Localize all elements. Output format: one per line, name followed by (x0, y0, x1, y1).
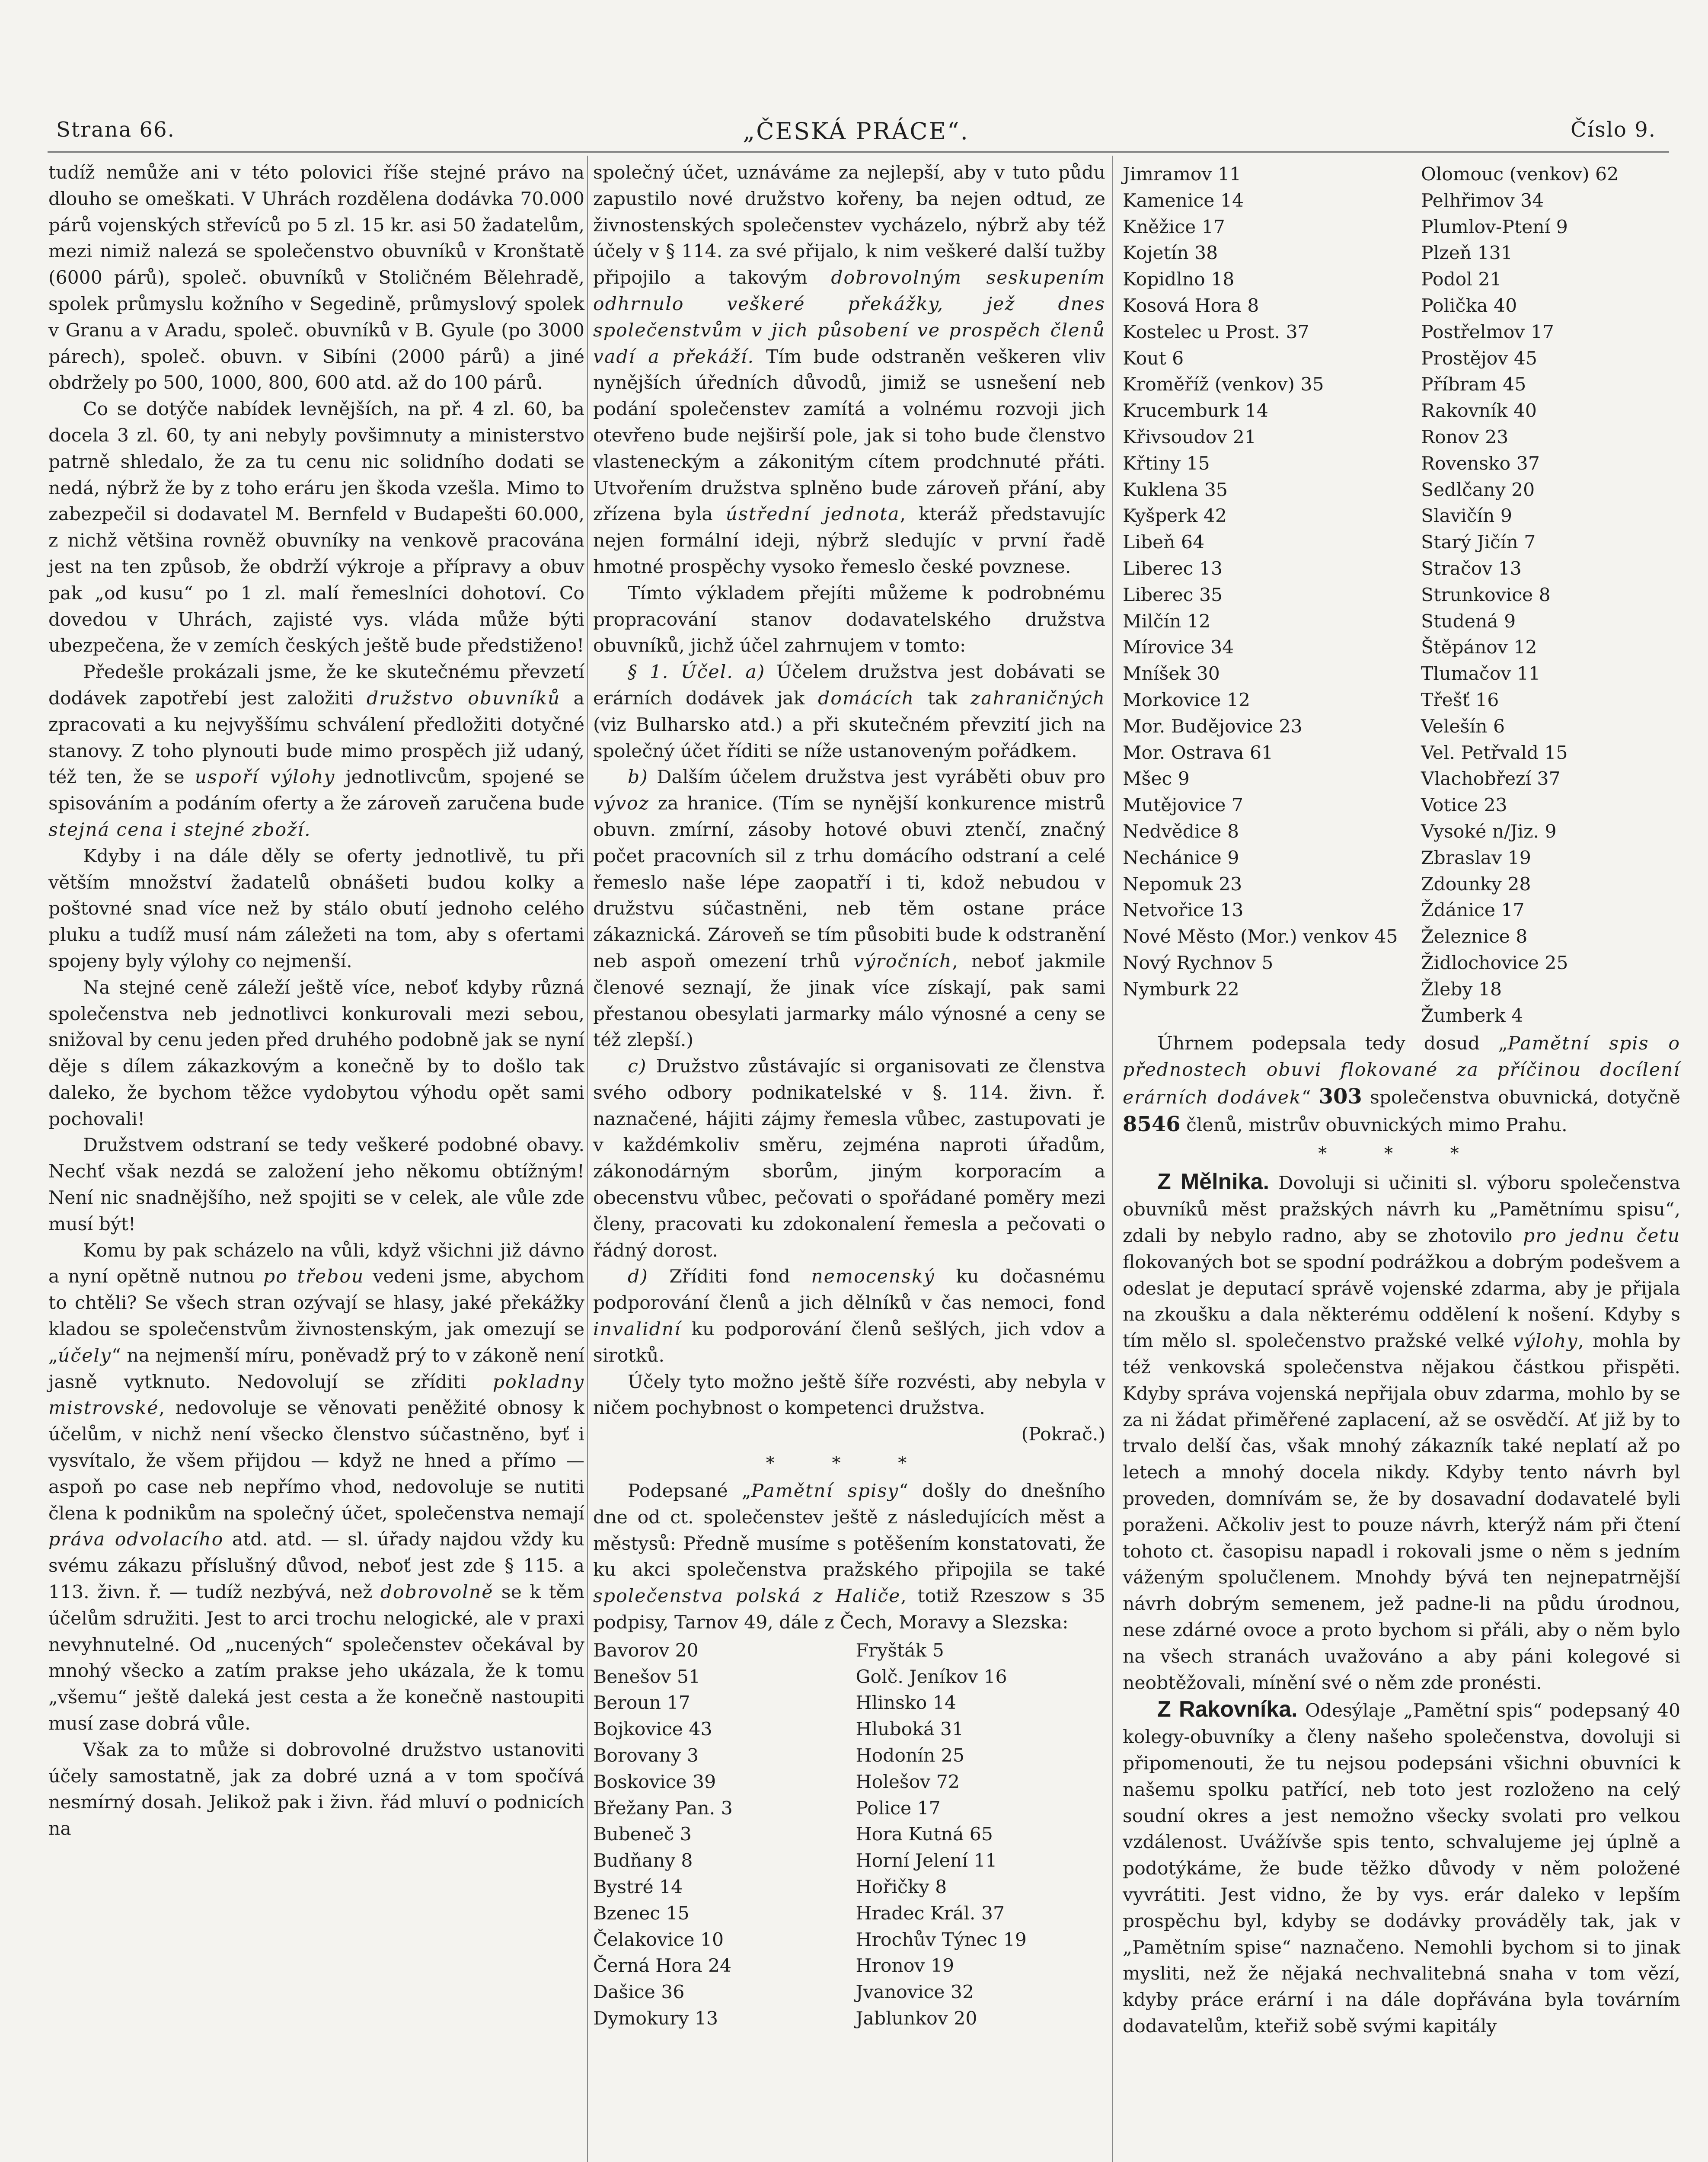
column-3 (1123, 160, 1680, 2040)
paragraph: c) Družstvo zůstávajíc si organisovati ze členstva svého odbory podnikatelské v §. 114. živn. ř. naznačené, hájiti zájmy řemesla vůbec, zastupovati je v každémkoliv směru, zejména naproti úřadům, zákonodárným sborům, jiným korporacím a obecenstvu vůbec, pečovati o spořádané poměry mezi členy, pracovati ku zdokonalení řemesla a pečovati o řádný dorost. (593, 1056, 1105, 1261)
place-entry: Mšec 9 (1123, 768, 1190, 790)
place-entry: Nedvědice 8 (1123, 821, 1239, 842)
place-entry: Police 17 (856, 1797, 941, 1819)
place-entry: Nymburk 22 (1123, 979, 1239, 1000)
place-entry: Starý Jičín 7 (1421, 532, 1536, 553)
place-entry: Bavorov 20 (593, 1640, 699, 1661)
place-entry: Hronov 19 (856, 1955, 955, 1977)
paragraph: Družstvem odstraní se tedy veškeré podobné obavy. Nechť však nezdá se založení jeho někomu obtížným! Není nic snadnějšího, než spojiti se v celek, ale vůle zde musí být! (48, 1135, 584, 1235)
place-entry: Mutějovice 7 (1123, 795, 1243, 816)
paragraph: § 1. Účel. a) Účelem družstva jest dobávati se erárních dodávek jak domácích tak zahraničných (viz Bulharsko atd.) a při skutečném převzití jich na společný účet říditi se níže ustanoveným pořádkem. (593, 662, 1105, 762)
place-entry: Hrochův Týnec 19 (856, 1929, 1027, 1951)
place-entry: Bzenec 15 (593, 1903, 690, 1924)
place-entry: Tlumačov 11 (1421, 663, 1540, 685)
place-entry: Beroun 17 (593, 1692, 690, 1714)
place-entry: Křivsoudov 21 (1123, 426, 1256, 448)
place-entry: Křtiny 15 (1123, 453, 1210, 474)
place-entry: Nový Rychnov 5 (1123, 952, 1274, 974)
place-entry: Velešín 6 (1421, 716, 1505, 737)
place-entry: Studená 9 (1421, 611, 1516, 632)
place-entry: Židlochovice 25 (1421, 952, 1568, 974)
place-entry: Liberec 13 (1123, 558, 1223, 579)
paragraph: Na stejné ceně záleží ještě více, neboť kdyby různá společenstva neb jednotlivci konkurovali mezi sebou, snižoval by cenu jeden před druhého podobně jak se nyní děje s dílem zákazkovým a konečně by to došlo tak daleko, že bychom těžce vydobytou výhodu opět sami pochovali! (48, 977, 584, 1130)
place-entry: Vlachobřezí 37 (1421, 768, 1561, 790)
place-entry: Nepomuk 23 (1123, 873, 1242, 895)
place-entry: Rovensko 37 (1421, 453, 1540, 474)
place-entry: Dašice 36 (593, 1982, 685, 2003)
place-entry: Horní Jelení 11 (856, 1850, 997, 1872)
header-rule (48, 151, 1669, 153)
place-entry: Hradec Král. 37 (856, 1903, 1005, 1924)
place-entry: Mor. Budějovice 23 (1123, 716, 1303, 737)
paragraph: Co se dotýče nabídek levnějších, na př. 4 zl. 60, ba docela 3 zl. 60, ty ani nebyly povšimnuty a ministerstvo patrně shledalo, že za tu cenu nic solidního dodati se nedá, nýbrž že by z toho eráru jen škoda vzešla. Mimo to zabezpečil si dodavatel M. Bernfeld v Budapešti 60.000, z nichž většina rovněž obuvníky na venkově pracována jest na ten způsob, že obdrží výkroje a přípravy a obuv pak „od kusu“ po 1 zl. malí řemeslníci dohotoví. Co dovedou v Uhrách, zajisté vys. vláda může býti ubezpečena, že v zemích českých ještě bude předstiženo! (48, 399, 584, 657)
place-entry: Plumlov-Ptení 9 (1421, 216, 1568, 238)
place-entry: Mníšek 30 (1123, 663, 1220, 685)
place-entry: Bystré 14 (593, 1877, 683, 1898)
place-entry: Liberec 35 (1123, 584, 1223, 606)
newspaper-title: „ČESKÁ PRÁCE“. (743, 118, 969, 145)
place-entry: Olomouc (venkov) 62 (1421, 164, 1619, 185)
place-entry: Podol 21 (1421, 269, 1502, 291)
place-entry: Železnice 8 (1421, 926, 1528, 948)
place-entry: Kout 6 (1123, 348, 1184, 369)
paragraph: Předešle prokázali jsme, že ke skutečnému převzetí dodávek zapotřebí jest založiti družstvo obuvníků a zpracovati a ku nejvyššímu schválení předložiti dotyčné stanovy. Z toho plynouti bude mimo prospěch již udaný, též ten, že se uspoří výlohy jednotlivcům, spojené se spisováním a podáním oferty a že zároveň zaručena bude stejná cena i stejné zboží. (48, 662, 584, 841)
column-divider (587, 156, 588, 2162)
place-entry: Žumberk 4 (1421, 1005, 1523, 1027)
place-entry: Kroměříž (venkov) 35 (1123, 374, 1324, 396)
place-entry: Postřelmov 17 (1421, 321, 1554, 343)
column-1 (48, 160, 584, 1842)
paragraph: Komu by pak scházelo na vůli, když všichni již dávno a nyní opětně nutnou po třebou vedeni jsme, abychom to chtěli? Se všech stran ozývají se hlasy, jaké překážky kladou se společenstvům živnostenským, jak omezují se „účely“ na nejmenší míru, poněvadž prý to v zákoně není jasně vytknuto. Nedovolují se zříditi pokladny mistrovské, nedovoluje se věnovati peněžité obnosy k účelům, v nichž není všecko členstvo súčastněno, byť i vysvítalo, že všem přijdou — když ne hned a přímo — aspoň po case neb nepřímo vhod, nedovoluje se nutiti člena k podnikům na společný účet, společenstva nemají práva odvolacího atd. atd. — sl. úřady najdou vždy ku svému zákazu příslušný důvod, neboť jest zde § 115. a 113. živn. ř. — tudíž nezbývá, než dobrovolně se k těm účelům sdružiti. Jest to arci trochu nelogické, ale v praxi nevyhnutelné. Od „nucených“ společenstev očekával by mnohý všecko a zatím prakse jeho ukázala, že k tomu „všemu“ ještě daleká jest cesta a že konečně nastoupiti musí zase dobrá vůle. (48, 1240, 585, 1735)
place-entry: Krucemburk 14 (1123, 400, 1268, 422)
place-entry: Kojetín 38 (1123, 243, 1218, 264)
column-2 (593, 160, 1105, 2034)
place-entry: Ždánice 17 (1421, 900, 1525, 921)
place-entry: Bojkovice 43 (593, 1719, 712, 1740)
section-separator: * * * (1318, 1144, 1485, 1164)
place-entry: Třešť 16 (1421, 689, 1499, 711)
places-list (593, 1638, 1105, 2032)
place-entry: Kyšperk 42 (1123, 505, 1227, 527)
place-entry: Černá Hora 24 (593, 1955, 732, 1977)
column-divider (1112, 156, 1113, 2162)
place-entry: Břežany Pan. 3 (593, 1797, 733, 1819)
place-entry: Hora Kutná 65 (856, 1824, 993, 1845)
place-entry: Hlinsko 14 (856, 1692, 956, 1714)
place-entry: Mor. Ostrava 61 (1123, 742, 1274, 764)
place-entry: Vel. Petřvald 15 (1421, 742, 1568, 764)
place-entry: Milčín 12 (1123, 611, 1211, 632)
place-entry: Kuklena 35 (1123, 479, 1228, 501)
place-entry: Štěpánov 12 (1421, 637, 1537, 659)
place-entry: Žleby 18 (1421, 979, 1502, 1000)
paragraph: Účely tyto možno ještě šíře rozvésti, aby nebyla v ničem pochybnost o kompetenci družstva. (593, 1371, 1105, 1419)
place-entry: Ronov 23 (1421, 426, 1509, 448)
place-entry: Zbraslav 19 (1421, 847, 1531, 869)
place-entry: Plzeň 131 (1421, 243, 1513, 264)
paragraph: Kdyby i na dále děly se oferty jednotlivě, tu při větším množství žadatelů obnášeti budou kolky a poštovné snad více než by stálo obutí jednoho celého pluku a tudíž musí nám záležeti na tom, aby s ofertami spojeny byly výlohy co nejmenší. (48, 845, 584, 972)
places-list (1123, 162, 1680, 1029)
place-entry: Benešov 51 (593, 1666, 700, 1688)
place-entry: Holešov 72 (856, 1771, 960, 1793)
place-entry: Jvanovice 32 (856, 1982, 974, 2003)
place-entry: Nové Město (Mor.) venkov 45 (1123, 926, 1398, 948)
paragraph: Podepsané „Pamětní spisy“ došly do dnešního dne od ct. společenstev ještě z následujících měst a městysů: Předně musíme s potěšením konstatovati, že ku akci společenstva pražského připojila se také společenstva polská z Haliče, totiž Rzeszow s 35 podpisy, Tarnov 49, dále z Čech, Moravy a Slezska: (593, 1481, 1105, 1634)
place-entry: Jimramov 11 (1123, 164, 1242, 185)
place-entry: Votice 23 (1421, 795, 1507, 816)
place-entry: Jablunkov 20 (856, 2008, 977, 2029)
place-entry: Polička 40 (1421, 295, 1517, 317)
summary-paragraph: Úhrnem podepsala tedy dosud „Pamětní spis o přednostech obuvi flokované za příčinou docílení erárních dodávek“ 303 společenstva obuvnická, dotyčně 8546 členů, mistrův obuvnických mimo Prahu. (1123, 1033, 1680, 1136)
place-entry: Příbram 45 (1421, 374, 1526, 396)
place-entry: Dymokury 13 (593, 2008, 718, 2029)
place-entry: Hluboká 31 (856, 1719, 964, 1740)
place-entry: Hořičky 8 (856, 1877, 947, 1898)
place-entry: Libeň 64 (1123, 532, 1205, 553)
continued-note: (Pokrač.) (1021, 1424, 1105, 1446)
place-entry: Fryšták 5 (856, 1640, 944, 1661)
place-entry: Prostějov 45 (1421, 348, 1537, 369)
paragraph: Z Mělnika. Dovoluji si učiniti sl. výboru společenstva obuvníků měst pražských návrh ku „Pamětnímu spisu“, zdali by nebylo radno, aby se zhotovilo pro jednu četu flokovaných bot se spodní podrážkou a dobrým podešvem a odeslat je deputací správě vojenské zdarma, aby je přijala na zkoušku a dala některému oddělení k nošení. Kdyby s tím mělo sl. společenstvo pražské velké výlohy, mohla by též venkovská společenstva nějakou částkou přispěti. Kdyby správa vojenská nepřijala obuv zdarma, mohlo by se za ni žádat přiměřené zaplacení, až se osvědčí. Ať již by to trvalo delší čas, však mnohý zákazník také neplatí až po letech a mnohý docela nikdy. Kdyby tento návrh byl proveden, domnívám se, že by dosavadní dodavatelé byli poraženi. Ačkoliv jest to pouze návrh, kterýž nám při čtení tohoto ct. časopisu napadl i rokovali jsme o něm s jedním váženým spolučlenem. Mnohdy bývá ten nejnepatrnější návrh dobrým semenem, jež padne-li na půdu úrodnou, nese zdárné ovoce a proto bychom si přáli, aby o něm bylo na všech stranách uvažováno a aby páni kolegové si neobtěžovali, mínění své o něm zde pronésti. (1123, 1169, 1681, 1694)
paragraph: d) Zříditi fond nemocenský ku dočasnému podporování členů a jich dělníků v čas nemoci, fond invalidní ku podporování členů sešlých, jich vdov a sirotků. (593, 1266, 1105, 1366)
place-entry: Kosová Hora 8 (1123, 295, 1259, 317)
place-entry: Kněžice 17 (1123, 216, 1225, 238)
place-entry: Mírovice 34 (1123, 637, 1234, 659)
place-entry: Borovany 3 (593, 1745, 699, 1767)
place-entry: Bubeneč 3 (593, 1824, 692, 1845)
place-entry: Morkovice 12 (1123, 689, 1250, 711)
paragraph: společný účet, uznáváme za nejlepší, aby v tuto půdu zapustilo nové družstvo kořeny, ba nejen odtud, ze živnostenských společenstev vycházelo, nýbrž aby též účely v § 114. za své přijalo, k nim veškeré další tužby připojilo a takovým dobrovolným seskupením odhrnulo veškeré překážky, jež dnes společenstvům v jich působení ve prospěch členů vadí a překáží. Tím bude odstraněn veškeren vliv nynějších úředních důvodů, jimiž se usnešení neb podání společenstev zamítá a volnému rozvoji jich otevřeno bude nejširší pole, jak si toho bude členstvo vlasteneckým a zákonitým cítem prodchnuté přáti. Utvořením družstva splněno bude zároveň přání, aby zřízena byla ústřední jednota, kteráž představujíc nejen formální ideji, nýbrž sledujíc v první řadě hmotné prospěchy vysoko řemeslo české povznese. (593, 162, 1106, 578)
section-separator: * * * (766, 1453, 933, 1474)
place-entry: Netvořice 13 (1123, 900, 1244, 921)
place-entry: Hodonín 25 (856, 1745, 964, 1767)
place-entry: Zdounky 28 (1421, 873, 1531, 895)
place-entry: Golč. Jeníkov 16 (856, 1666, 1007, 1688)
issue-number: Číslo 9. (1570, 118, 1656, 142)
place-entry: Čelakovice 10 (593, 1929, 724, 1951)
place-entry: Kopidlno 18 (1123, 269, 1235, 291)
place-entry: Vysoké n/Jiz. 9 (1421, 821, 1557, 842)
place-entry: Stračov 13 (1421, 558, 1522, 579)
place-entry: Sedlčany 20 (1421, 479, 1535, 501)
place-entry (1123, 1003, 1408, 1030)
place-entry: Rakovník 40 (1421, 400, 1537, 422)
paragraph: Tímto výkladem přejíti můžeme k podrobnému propracování stanov dodavatelského družstva obuvníků, jichž účel zahrnujem v tomto: (593, 582, 1105, 657)
place-entry: Kamenice 14 (1123, 190, 1244, 211)
paragraph: Z Rakovníka. Odesýlaje „Pamětní spis“ podepsaný 40 kolegy-obuvníky a členy našeho společenstva, dovoluji si připomenouti, že tu nejsou podepsáni všichni obuvníci k našemu spolku patřící, neb toto jest rozloženo na celý soudní okres a jest nemožno všecky svolati pro velkou vzdálenost. Uvážívše spis tento, schvalujeme jej úplně a podotýkáme, že bude těžko důvody v něm položené vyvrátiti. Jest vidno, že by vys. erár daleko v lepším prospěchu byl, kdyby se dodávky prováděly tak, jak v „Pamětním spise“ naznačeno. Nemohli bychom si to jinak mysliti, než že nějaká nechvalitebná snaha v tom vězí, kdyby práce erární i na dále dopřávána byla továrním dodavatelům, kteřiž sobě svými kapitály (1123, 1697, 1680, 2037)
section-heading: Z Mělnika. (1157, 1169, 1270, 1195)
place-entry: Nechánice 9 (1123, 847, 1239, 869)
section-heading: Z Rakovníka. (1157, 1697, 1298, 1722)
place-entry: Budňany 8 (593, 1850, 693, 1872)
paragraph: Však za to může si dobrovolné družstvo ustanoviti účely samostatně, jak za dobré uzná a v tom spočívá nesmírný dosah. Jelikož pak i živn. řád mluví o podnicích na (48, 1739, 584, 1840)
place-entry: Boskovice 39 (593, 1771, 716, 1793)
place-entry: Strunkovice 8 (1421, 584, 1551, 606)
place-entry: Pelhřimov 34 (1421, 190, 1544, 211)
place-entry: Kostelec u Prost. 37 (1123, 321, 1309, 343)
page-number: Strana 66. (56, 118, 175, 142)
paragraph: tudíž nemůže ani v této polovici říše stejné právo na dlouho se omeškati. V Uhrách rozdělena dodávka 70.000 párů vojenských střevíců po 5 zl. 15 kr. asi 50 žadatelům, mezi nimiž nalezá se společenstvo obuvníků v Kronštatě (6000 párů), společ. obuvníků v Stoličném Bělehradě, spolek průmyslu kožního v Segedině, průmyslový spolek v Granu a v Aradu, společ. obuvníků v B. Gyule (po 3000 párech), společ. obuvn. v Sibíni (2000 párů) a jiné obdržely po 500, 1000, 800, 600 atd. až do 100 párů. (48, 162, 584, 394)
paragraph: b) Dalším účelem družstva jest vyráběti obuv pro vývoz za hranice. (Tím se nynější konkurence mistrů obuvn. zmírní, zásoby hotové obuvi ztenčí, značný počet pracovních sil z trhu domácího odstraní a celé řemeslo naše lépe zaopatří i ti, kdož nebudou v družstvu súčastněni, neb těm ostane práce zákaznická. Zároveň se tím působiti bude k odstranění neb aspoň omezení trhů výročních, neboť jakmile členové seznají, že jinak více získají, pak sami přestanou obesylati jarmarky málo výnosné a ceny se též zlepší.) (593, 767, 1105, 1051)
place-entry: Slavičín 9 (1421, 505, 1512, 527)
